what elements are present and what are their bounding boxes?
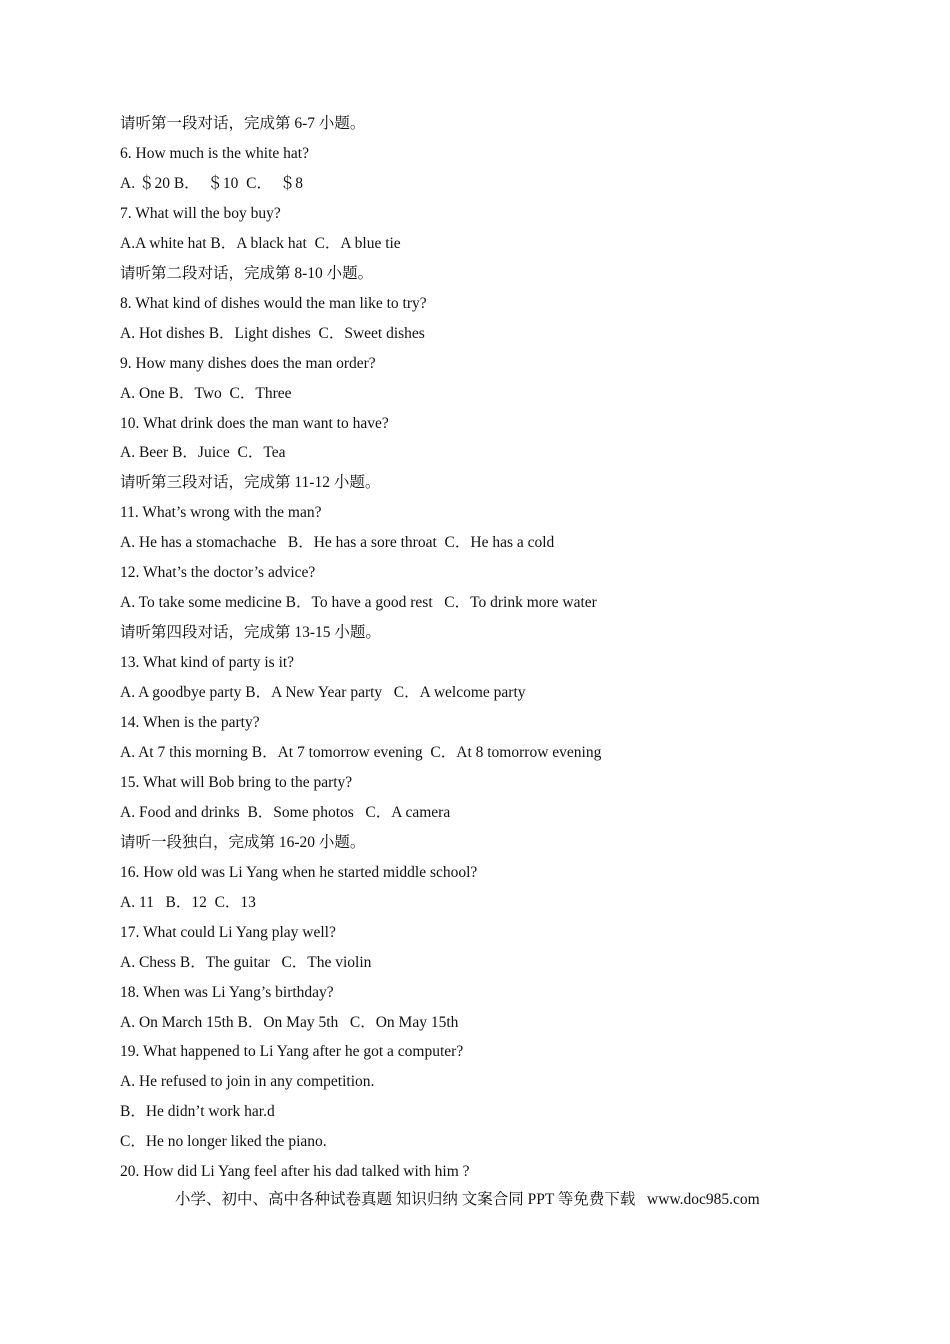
answer-options: A. Beer B．Juice C．Tea xyxy=(120,444,286,462)
question: 10. What drink does the man want to have? xyxy=(120,414,389,432)
question: 13. What kind of party is it? xyxy=(120,654,295,672)
question: 11. What’s wrong with the man? xyxy=(120,504,322,522)
question: 12. What’s the doctor’s advice? xyxy=(120,564,316,582)
section-heading: 请听一段独白，完成第 16-20 小题。 xyxy=(120,833,366,851)
answer-options: A. Chess B．The guitar C．The violin xyxy=(120,953,372,971)
footer-text: 小学、初中、高中各种试卷真题 知识归纳 文案合同 PPT 等免费下载 www.doc985.com xyxy=(175,1191,760,1208)
answer-options: A. ＄20 B． ＄10 C． ＄8 xyxy=(120,174,303,192)
question: 18. When was Li Yang’s birthday? xyxy=(120,983,334,1001)
question: 17. What could Li Yang play well? xyxy=(120,923,336,941)
question: 6. How much is the white hat? xyxy=(120,144,309,162)
answer-options: C．He no longer liked the piano. xyxy=(120,1133,327,1151)
question: 14. When is the party? xyxy=(120,714,260,731)
answer-options: A. He has a stomachache B．He has a sore throat C．He has a cold xyxy=(120,534,555,552)
answer-options: A. One B．Two C．Three xyxy=(120,384,292,402)
answer-options: B．He didn’t work har.d xyxy=(120,1103,275,1121)
question: 7. What will the boy buy? xyxy=(120,204,281,222)
answer-options: A. Food and drinks B．Some photos C．A camera xyxy=(120,803,451,821)
question: 15. What will Bob bring to the party? xyxy=(120,773,353,791)
section-heading: 请听第一段对话，完成第 6-7 小题。 xyxy=(120,115,366,132)
answer-options: A. A goodbye party B．A New Year party C．A welcome party xyxy=(120,684,526,702)
section-heading: 请听第二段对话，完成第 8-10 小题。 xyxy=(120,264,374,282)
answer-options: A. To take some medicine B．To have a good rest C．To drink more water xyxy=(120,594,597,612)
answer-options: A. Hot dishes B．Light dishes C．Sweet dishes xyxy=(120,324,425,342)
question: 8. What kind of dishes would the man like to try? xyxy=(120,294,427,312)
question: 16. How old was Li Yang when he started middle school? xyxy=(120,863,478,881)
question: 19. What happened to Li Yang after he got a computer? xyxy=(120,1043,464,1061)
section-heading: 请听第三段对话，完成第 11-12 小题。 xyxy=(120,474,381,492)
question: 20. How did Li Yang feel after his dad talked with him ? xyxy=(120,1163,470,1181)
section-heading: 请听第四段对话，完成第 13-15 小题。 xyxy=(120,624,381,642)
answer-options: A. At 7 this morning B．At 7 tomorrow evening C．At 8 tomorrow evening xyxy=(120,743,602,761)
answer-options: A. On March 15th B．On May 5th C．On May 15th xyxy=(120,1013,459,1031)
question: 9. How many dishes does the man order? xyxy=(120,354,376,372)
answer-options: A. He refused to join in any competition. xyxy=(120,1073,375,1091)
answer-options: A. 11 B．12 C．13 xyxy=(120,893,256,911)
answer-options: A.A white hat B．A black hat C．A blue tie xyxy=(120,234,401,252)
